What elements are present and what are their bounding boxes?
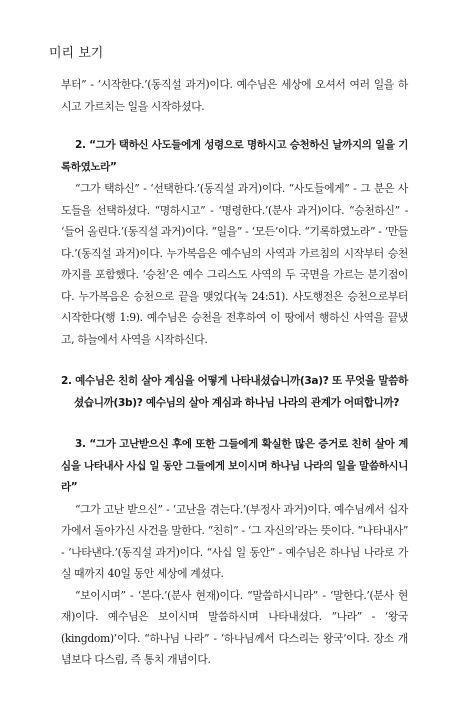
paragraph-continuation: 부터” - ‘시작한다.’(동직설 과거)이다. 예수님은 세상에 오셔서 여러 일을 하시고 가르치는 일을 시작하셨다. xyxy=(61,78,408,113)
verse-2-quote: 2. “그가 택하신 사도들에게 성령으로 명하시고 승천하신 날까지의 일을 기록하였노라” xyxy=(61,139,408,173)
verse-3-quote: 3. “그가 고난받으신 후에 또한 그들에게 확실한 많은 증거로 친히 살아 계심을 나타내사 사십 일 동안 그들에게 보이시며 하나님 나라의 일을 말씀하시니라” xyxy=(61,438,408,493)
document-body xyxy=(61,74,408,671)
study-question-2: 2. 예수님은 친히 살아 계심을 어떻게 나타내셨습니까(3a)? 또 무엇을 말씀하셨습니까(3b)? 예수님의 살아 계심과 하나님 나라의 관계가 어떠합니까? xyxy=(61,375,408,409)
spacer xyxy=(61,350,408,370)
spacer xyxy=(61,414,408,434)
spacer xyxy=(61,117,408,135)
paragraph-verse-3-commentary-cont: “보이시며” - ‘본다.’(분사 현재)이다. “말씀하시니라” - ‘말한다.’(분사 현재)이다. 예수님은 보이시며 말씀하시며 나타내셨다. “나라” - ‘왕국(kingdom)’이다. “하나님 나라” - ‘하나님께서 다스리는 왕국’이다. 장소 개념보다 다스림, 즉 통치 개념이다. xyxy=(61,588,408,666)
page-header-title: 미리 보기 xyxy=(49,46,104,61)
paragraph-verse-2-commentary: “그가 택하신” - ‘선택한다.’(동직설 과거)이다. “사도들에게” - 그 분은 사도들을 선택하셨다. “명하시고” - ‘명령한다.’(분사 과거)이다. “승천하신” - ‘들어 올린다.’(동직설 과거)이다. “일을” - ‘모든’이다. “기록하였노라” - ‘만들다.’(동직설 과거)이다. 누가복음은 예수님의 사역과 가르침의 시작부터 승천까지를 포함했다. ‘승천’은 예수 그리스도 사역의 두 국면을 가르는 분기점이다. 누가복음은 승천으로 끝을 맺었다(눅 24:51). 사도행전은 승천으로부터 시작한다(행 1:9). 예수님은 승천을 전후하여 이 땅에서 행하신 사역을 끝냈고, 하늘에서 사역을 시작하신다. xyxy=(61,182,408,346)
paragraph-verse-3-commentary: “그가 고난 받으신” - ‘고난을 겪는다.’(부정사 과거)이다. 예수님께서 십자가에서 돌아가신 사건을 말한다. “친히” - ‘그 자신의’라는 뜻이다. “나타내사” - ‘나타낸다.’(동직설 과거)이다. “사십 일 동안” - 예수님은 하나님 나라로 가실 때까지 40일 동안 세상에 계셨다. xyxy=(61,502,408,580)
